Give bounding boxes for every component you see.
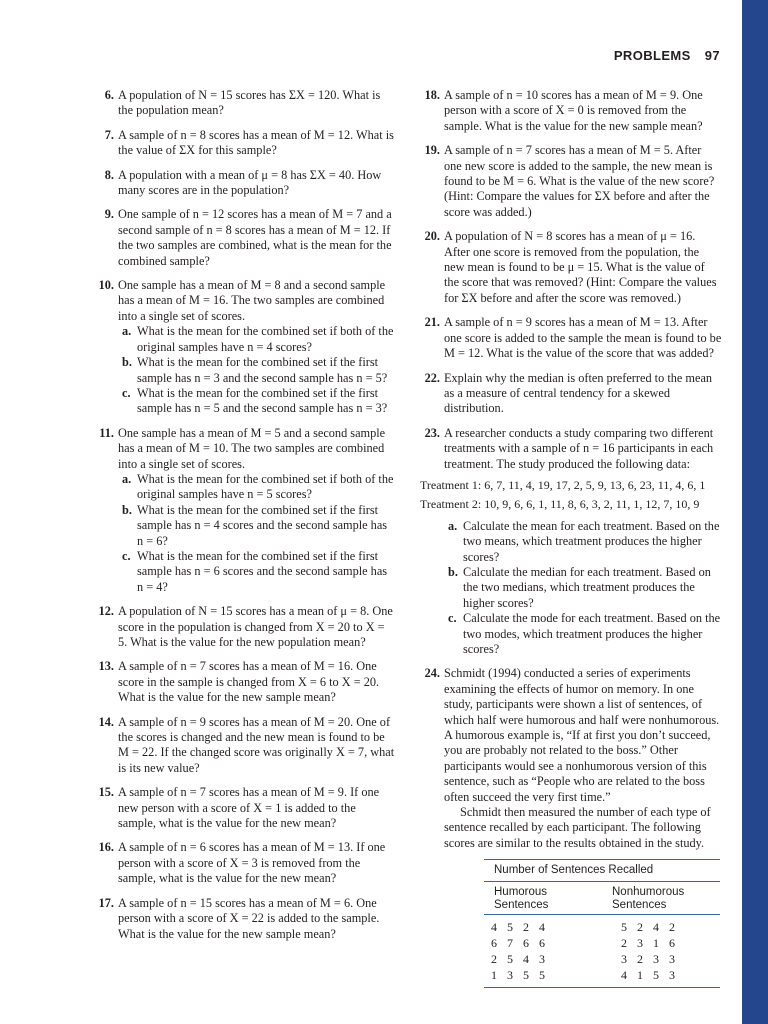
problem-19 <box>420 143 722 220</box>
humorous-scores <box>484 935 590 951</box>
table-row <box>484 951 720 967</box>
problem-18 <box>420 88 722 134</box>
score-value: 3 <box>653 951 659 966</box>
table-body <box>484 915 720 988</box>
subpart-text: What is the mean for the combined set if the first sample has n = 3 and the second sample has n = 5? <box>137 355 388 385</box>
score-value: 1 <box>637 967 643 982</box>
problem-text: A sample of n = 7 scores has a mean of M = 16. One score in the sample is changed from X = 6 to X = 20. What is the value for the new sample mean? <box>118 659 380 705</box>
nonhumorous-scores <box>590 951 720 967</box>
problem-text: A sample of n = 15 scores has a mean of M = 6. One person with a score of X = 22 is added to the sample. What is the value for the new sample mean? <box>118 895 380 941</box>
problem-text: A sample of n = 9 scores has a mean of M = 20. One of the scores is changed and the new mean is found to be M = 22. If the changed score was originally X = 7, what is its new value? <box>118 714 395 775</box>
problem-number: 13. <box>98 659 114 674</box>
score-value: 4 <box>621 967 627 982</box>
problem-number: 12. <box>98 604 114 619</box>
score-value: 6 <box>539 935 545 950</box>
subpart-a <box>118 324 396 355</box>
humorous-scores <box>484 919 590 935</box>
problem-17 <box>94 896 396 942</box>
problem-11 <box>94 426 396 595</box>
score-value: 4 <box>539 919 545 934</box>
score-value: 6 <box>669 935 675 950</box>
section-title: PROBLEMS <box>613 48 691 63</box>
score-value: 3 <box>539 951 545 966</box>
score-value: 2 <box>669 919 675 934</box>
subpart-label: b. <box>448 564 458 579</box>
problem-text: A sample of n = 10 scores has a mean of M = 9. One person with a score of X = 0 is removed from the sample. What is the value for the new sample mean? <box>444 88 703 133</box>
problem-number: 22. <box>424 370 440 385</box>
score-value: 3 <box>621 951 627 966</box>
problem-text: Schmidt (1994) conducted a series of experiments examining the effects of humor on memory. In one study, participants were shown a list of sentences, of which half were humorous and half were nonhumorous. A humorous example is, “If at first you don’t succeed, you are probably not related to the boss.” Other participants would see a nonhumorous version of this sentence, such as “People who are related to the boss often succeed the very first time.” <box>444 666 720 804</box>
subpart-label: a. <box>448 518 458 533</box>
problem-text: One sample of n = 12 scores has a mean of M = 7 and a second sample of n = 8 scores has a mean of M = 12. If the two samples are combined, what is the mean for the combined sample? <box>118 207 392 268</box>
problem-6 <box>94 88 396 119</box>
nonhumorous-scores <box>590 967 720 983</box>
subpart-text: Calculate the mode for each treatment. Based on the two modes, which treatment produces the higher scores? <box>463 611 721 656</box>
problem-number: 7. <box>104 127 114 142</box>
problem-9 <box>94 207 396 269</box>
treatment-1-scores: Treatment 1: 6, 7, 11, 4, 19, 17, 2, 5, 9, 13, 6, 23, 11, 4, 6, 1 <box>420 477 706 492</box>
subpart-b <box>118 355 396 386</box>
problem-number: 20. <box>424 229 440 244</box>
problem-text: A sample of n = 7 scores has a mean of M = 9. If one new person with a score of X = 1 is added to the sample, what is the value for the new mean? <box>118 785 380 831</box>
subpart-label: c. <box>122 548 131 563</box>
score-value: 5 <box>523 967 529 982</box>
problem-text: A population of N = 15 scores has a mean of μ = 8. One score in the population is changed from X = 20 to X = 5. What is the value for the new population mean? <box>118 604 393 649</box>
problem-number: 17. <box>98 895 114 910</box>
score-value: 2 <box>491 951 497 966</box>
problem-number: 23. <box>424 425 440 440</box>
nonhumorous-scores <box>590 935 720 951</box>
subpart-text: What is the mean for the combined set if both of the original samples have n = 4 scores? <box>137 324 394 354</box>
right-column <box>420 88 722 997</box>
table-row <box>484 919 720 935</box>
subpart-label: b. <box>122 502 132 517</box>
score-value: 3 <box>637 935 643 950</box>
subpart-a <box>444 519 722 565</box>
score-value: 5 <box>507 951 513 966</box>
problem-8 <box>94 168 396 199</box>
problem-21 <box>420 315 722 361</box>
subpart-text: What is the mean for the combined set if both of the original samples have n = 5 scores? <box>137 471 394 502</box>
column-header-humorous: Humorous Sentences <box>494 885 549 911</box>
problem-7 <box>94 128 396 159</box>
page-number: 97 <box>704 48 720 63</box>
problem-text: A population of N = 8 scores has a mean of μ = 16. After one score is removed from the population, the new mean is found to be μ = 15. What is the value of the score that was removed? (Hint: Compare the values for ΣX before and after the score was removed.) <box>444 229 717 305</box>
subpart-b <box>444 565 722 611</box>
score-value: 1 <box>491 967 497 982</box>
subpart-text: What is the mean for the combined set if the first sample has n = 4 scores and the second sample has n = 6? <box>137 502 388 548</box>
problem-text: A sample of n = 7 scores has a mean of M = 5. After one new score is added to the sample, the new mean is found to be M = 6. What is the value of the new score? (Hint: Compare the values for ΣX before and after the score was added.) <box>444 143 715 219</box>
problem-number: 24. <box>424 666 440 681</box>
problem-13 <box>94 659 396 705</box>
subpart-text: What is the mean for the combined set if the first sample has n = 5 and the second sample has n = 3? <box>137 385 388 416</box>
problem-number: 8. <box>104 167 114 182</box>
table-title: Number of Sentences Recalled <box>484 859 720 881</box>
subpart-b <box>118 503 396 549</box>
score-value: 3 <box>669 951 675 966</box>
score-value: 5 <box>653 967 659 982</box>
problem-text: A sample of n = 9 scores has a mean of M = 13. After one score is added to the sample the mean is found to be M = 12. What is the value of the score that was added? <box>444 315 722 361</box>
nonhumorous-scores <box>590 919 720 935</box>
problem-text: A population of N = 15 scores has ΣX = 120. What is the population mean? <box>118 88 381 118</box>
subpart-c <box>444 611 722 657</box>
left-column <box>94 88 396 951</box>
score-value: 5 <box>621 919 627 934</box>
problem-text: A sample of n = 6 scores has a mean of M = 13. If one person with a score of X = 3 is removed from the sample, what is the value for the new mean? <box>118 840 386 886</box>
problem-14 <box>94 715 396 777</box>
problem-22 <box>420 371 722 417</box>
problem-number: 18. <box>424 88 440 102</box>
score-value: 6 <box>523 935 529 950</box>
table-row <box>484 935 720 951</box>
subpart-label: a. <box>122 324 132 339</box>
score-value: 1 <box>653 935 659 950</box>
score-value: 6 <box>491 935 497 950</box>
problem-16 <box>94 840 396 886</box>
score-value: 2 <box>637 919 643 934</box>
page-edge-color-bar <box>742 0 768 1024</box>
problem-text: One sample has a mean of M = 5 and a second sample has a mean of M = 10. The two samples are combined into a single set of scores. <box>118 425 386 471</box>
problem-23 <box>420 426 722 658</box>
problem-number: 16. <box>98 840 114 855</box>
score-value: 2 <box>621 935 627 950</box>
problem-12 <box>94 604 396 650</box>
problem-10 <box>94 278 396 417</box>
sentences-recalled-table <box>484 859 720 987</box>
table-row <box>484 967 720 983</box>
treatment-data <box>420 478 722 513</box>
score-value: 4 <box>653 919 659 934</box>
subpart-label: a. <box>122 471 132 486</box>
subpart-text: Calculate the median for each treatment. Based on the two medians, which treatment produces the higher scores? <box>463 564 711 610</box>
score-value: 5 <box>507 919 513 934</box>
subpart-c <box>118 549 396 595</box>
problem-number: 21. <box>424 315 440 330</box>
table-header <box>484 882 720 915</box>
subpart-text: What is the mean for the combined set if the first sample has n = 6 scores and the second sample has n = 4? <box>137 548 388 594</box>
score-value: 5 <box>539 967 545 982</box>
humorous-scores <box>484 951 590 967</box>
problem-text: A researcher conducts a study comparing two different treatments with a sample of n = 16 participants in each treatment. The study produced the following data: <box>444 425 714 471</box>
problem-number: 10. <box>98 278 114 293</box>
treatment-2-scores: Treatment 2: 10, 9, 6, 6, 1, 11, 8, 6, 3, 2, 11, 1, 12, 7, 10, 9 <box>420 497 700 512</box>
column-header-nonhumorous: Nonhumorous Sentences <box>612 885 685 911</box>
problem-text: One sample has a mean of M = 8 and a second sample has a mean of M = 16. The two samples are combined into a single set of scores. <box>118 278 386 323</box>
subpart-a <box>118 472 396 503</box>
subpart-c <box>118 386 396 417</box>
problem-number: 11. <box>99 425 114 440</box>
problem-number: 14. <box>98 714 114 729</box>
score-value: 7 <box>507 935 513 950</box>
subpart-label: b. <box>122 355 132 370</box>
problem-number: 6. <box>104 88 114 102</box>
running-header <box>614 48 720 63</box>
score-value: 2 <box>523 919 529 934</box>
humorous-scores <box>484 967 590 983</box>
problem-15 <box>94 785 396 831</box>
problem-text-continued: Schmidt then measured the number of each type of sentence recalled by each participant. The following scores are similar to the results obtained in the study. <box>444 805 711 850</box>
score-value: 2 <box>637 951 643 966</box>
subpart-label: c. <box>448 611 457 626</box>
score-value: 4 <box>523 951 529 966</box>
problem-20 <box>420 229 722 306</box>
score-value: 3 <box>507 967 513 982</box>
score-value: 4 <box>491 919 497 934</box>
problem-text: Explain why the median is often preferred to the mean as a measure of central tendency for a skewed distribution. <box>444 370 713 416</box>
problem-number: 9. <box>104 207 114 222</box>
subpart-text: Calculate the mean for each treatment. Based on the two means, which treatment produces the higher scores? <box>463 518 720 564</box>
problem-text: A population with a mean of μ = 8 has ΣX = 40. How many scores are in the population? <box>118 167 382 198</box>
subpart-label: c. <box>122 385 131 400</box>
problem-number: 19. <box>424 143 440 158</box>
score-value: 3 <box>669 967 675 982</box>
problem-24 <box>420 666 722 987</box>
problem-text: A sample of n = 8 scores has a mean of M = 12. What is the value of ΣX for this sample? <box>118 127 394 158</box>
problem-number: 15. <box>98 785 114 800</box>
